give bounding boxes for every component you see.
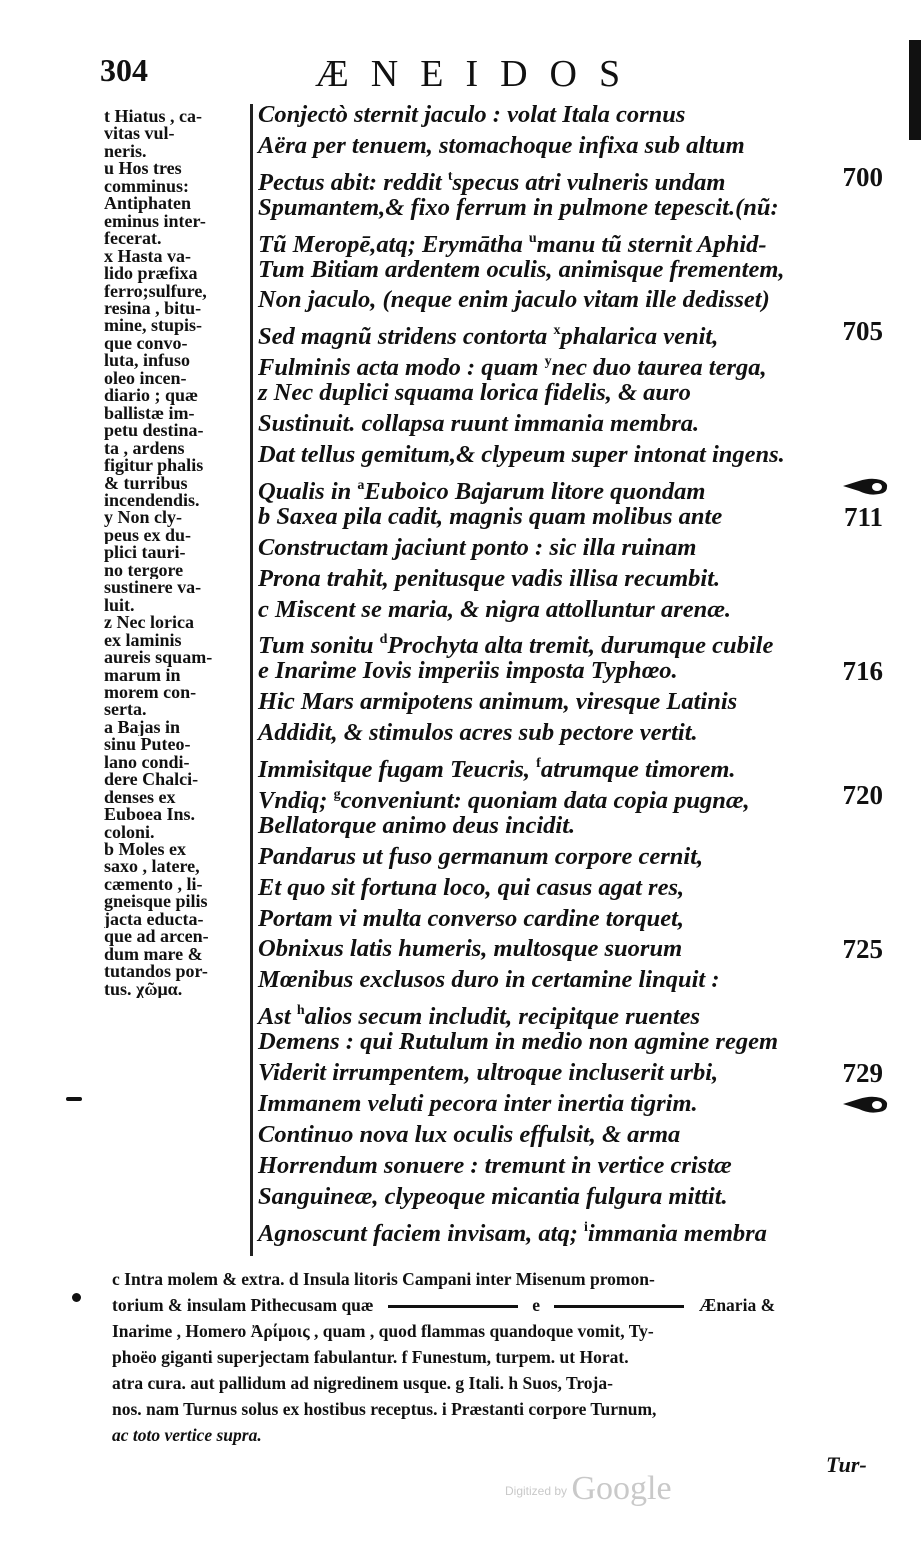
footnote-line: nos. nam Turnus solus ex hostibus receptus. i Præstanti corpore Turnum, [112,1399,657,1419]
verse-text: Et quo sit fortuna loco, qui casus agat res, [258,873,685,901]
gloss-line: lano condi- [104,753,190,772]
line-number: 716 [842,656,883,687]
note-marker: u [528,230,537,246]
gloss-line: vitas vul- [104,125,175,143]
verse-line [258,1089,883,1120]
verse-text: manu tũ sternit Aphid- [536,230,767,258]
verse-text: Dat tellus gemitum,& clypeum super intonat ingens. [258,440,785,468]
verse-text: Constructam jaciunt ponto : sic illa ruinam [258,533,697,561]
running-title: ÆNEIDOS [315,53,643,95]
verse-line [258,378,883,409]
gloss-line: lido præfixa [104,265,198,283]
gloss-line: a Bajas in [104,718,181,737]
gloss-line: sustinere va- [104,579,202,597]
verse-line [258,193,883,224]
gloss-line: aureis squam- [104,649,213,667]
verse-text: atrumque timorem. [540,756,736,784]
verse-text: Immanem veluti pecora inter inertia tigrim. [258,1090,698,1117]
gloss-line: que convo- [104,334,188,353]
verse-text: Bellatorque animo deus incidit. [258,811,576,839]
verse-text: Pandarus ut fuso germanum corpore cernit, [258,842,704,870]
note-marker: a [357,477,365,493]
digitized-watermark [505,1470,672,1508]
gloss-line: tutandos por- [104,963,208,981]
note-marker: i [584,1219,588,1235]
gloss-line: oleo incen- [104,369,187,388]
footnote-letter: e [532,1295,541,1315]
verse-text: e Inarime Iovis imperiis imposta Typhœo. [258,657,678,685]
footnote-line [112,1292,882,1318]
ink-spot [72,1293,81,1302]
verse-line [258,440,883,471]
gloss-line: petu destina- [104,422,204,440]
verse-text: Agnoscunt faciem invisam, atq; [258,1219,585,1247]
gloss-line: u Hos tres [104,160,182,178]
page-number: 304 [100,52,148,88]
gloss-line: mine, stupis- [104,317,203,335]
footnote-text: torium & insulam Pithecusam quæ [112,1295,374,1315]
footnote-line: phoëo giganti superjectam fabulantur. f Funestum, turpem. ut Horat. [112,1347,629,1367]
verse-text: Qualis in [258,477,358,505]
watermark-brand: Google [571,1470,672,1507]
margin-rule [250,104,253,1256]
gloss-line: no tergore [104,561,184,580]
footnotes [112,1266,882,1448]
verse-text: b Saxea pila cadit, magnis quam molibus ante [258,502,723,530]
verse-line [258,502,883,533]
gloss-line: ballistæ im- [104,404,195,423]
gloss-line: gneisque pilis [104,893,208,911]
note-marker: g [333,786,341,802]
verse-line [258,100,883,131]
verse-line [258,533,883,564]
verse-line [258,1213,883,1247]
verse-text: Sanguineæ, clypeoque micantia fulgura mittit. [258,1182,728,1210]
gloss-line: dum mare & [104,945,203,964]
gloss-line: eminus inter- [104,212,206,231]
gloss-line: b Moles ex [104,841,186,859]
verse-line [258,873,883,904]
verse-line [258,965,883,996]
verse-line [258,1182,883,1213]
verse-text: nec duo taurea terga, [551,354,767,382]
verse-line [258,595,883,626]
gloss-line: fecerat. [104,230,162,248]
line-number: 705 [842,316,883,347]
gloss-line: comminus: [104,177,189,196]
verse-line [258,285,883,316]
verse-text: Spumantem,& fixo ferrum in pulmone tepescit.(nũ: [258,193,779,221]
verse-line [258,811,883,842]
gloss-line: plici tauri- [104,544,186,562]
verse-text: phalarica venit, [560,323,719,351]
verse-text: Demens : qui Rutulum in medio non agmine regem [258,1028,779,1056]
gloss-line: ferro;sulfure, [104,282,207,300]
verse-text: Tũ Meropē,atq; Erymātha [258,230,529,258]
verse-text: Viderit irrumpentem, ultroque incluserit urbi, [258,1059,719,1087]
verse-text: Non jaculo, (neque enim jaculo vitam ille dedisset) [258,286,770,314]
verse-line [258,564,883,595]
note-marker: t [447,168,453,184]
verse-line [258,779,883,814]
verse-line [258,1027,883,1058]
gloss-line: morem con- [104,683,197,702]
verse-line [258,161,883,196]
gloss-line: saxo , latere, [104,858,200,876]
note-marker: x [553,323,561,339]
gloss-line: que ad arcen- [104,928,209,946]
dash-rule [388,1305,518,1308]
verse-text: Fulminis acta modo : quam [258,354,545,382]
note-marker: y [544,354,552,370]
verse-line [258,934,883,965]
note-marker: d [379,632,388,648]
verse-text: Hic Mars armipotens animum, viresque Latinis [258,688,738,716]
gloss-line: luit. [104,596,135,615]
verse-text: Euboico Bajarum litore quondam [364,477,706,505]
verse-text: Pectus abit: reddit [258,168,448,196]
verse-line [258,656,883,687]
verse-line [258,316,883,351]
gloss-line: serta. [104,701,147,719]
verse-text: Ast [258,1003,297,1031]
verse-line [258,687,883,718]
verse-line [258,842,883,873]
verse-text: Immisitque fugam Teucris, [258,756,537,784]
gloss-line: incendendis. [104,491,200,510]
verse-line [258,996,883,1031]
line-number: 700 [842,161,883,192]
footnote-line: atra cura. aut pallidum ad nigredinem usque. g Itali. h Suos, Troja- [112,1373,613,1393]
gloss-line: x Hasta va- [104,247,191,266]
verse-line [258,224,883,258]
verse-text: Tum Bitiam ardentem oculis, animisque frementem, [258,255,785,283]
verse-line [258,131,883,162]
verse-text: Obnixus latis humeris, multosque suorum [258,935,683,963]
marginal-gloss-column [104,108,248,998]
gloss-line: luta, infuso [104,352,191,370]
verse-text: Vndiq; [258,786,334,814]
gloss-line: ta , ardens [104,439,185,458]
line-number: 711 [843,501,883,532]
verse-text: conveniunt: quoniam data copia pugnæ, [340,786,750,814]
verse-text: Sed magnũ stridens contorta [258,323,554,351]
verse-text: immania membra [587,1219,767,1247]
gloss-line: ex laminis [104,631,182,650]
gloss-line: & turribus [104,474,188,492]
verse-text: Mœnibus exclusos duro in certamine linquit : [258,966,720,994]
verse-text: z Nec duplici squama lorica fidelis, & auro [258,379,691,407]
manicule-icon [841,475,889,497]
gloss-line: coloni. [104,823,155,842]
verse-line [258,1151,883,1182]
verse-line [258,409,883,440]
verse-line [258,1120,883,1151]
verse-line [258,471,883,505]
note-marker: f [536,756,541,772]
verse-line [258,255,883,286]
verse-text: Continuo nova lux oculis effulsit, & arma [258,1120,681,1148]
gloss-line: resina , bitu- [104,299,202,318]
gloss-line: Euboea Ins. [104,806,196,824]
gloss-line: denses ex [104,788,176,807]
gloss-line: Antiphaten [104,195,192,213]
dash-rule [554,1305,684,1308]
note-marker: h [296,1003,305,1019]
line-number: 729 [842,1058,883,1089]
verse-text: Sustinuit. collapsa ruunt immania membra. [258,410,700,438]
gloss-line: tus. χῶμα. [104,980,183,999]
gloss-line: diario ; quæ [104,387,199,405]
verse-line [258,904,883,935]
gloss-line: peus ex du- [104,526,192,545]
footnote-text: Ænaria & [698,1295,776,1315]
verse-text: Conjectò sternit jaculo : volat Itala cornus [258,101,686,128]
verse-text: Tum sonitu [258,632,380,660]
gloss-line: t Hiatus , ca- [104,108,202,126]
ink-spot [66,1097,82,1101]
verse-text: Prochyta alta tremit, durumque cubile [387,632,774,660]
gloss-line: cæmento , li- [104,875,203,894]
gloss-line: marum in [104,666,181,684]
gloss-line: y Non cly- [104,509,182,527]
verse-text: Portam vi multa converso cardine torquet, [258,904,685,932]
verse-text: Prona trahit, penitusque vadis illisa recumbit. [258,564,721,592]
gloss-line: z Nec lorica [104,614,194,632]
verse-line [258,718,883,749]
gloss-line: figitur phalis [104,457,204,475]
page-header [0,52,921,102]
verse-line [258,1058,883,1089]
verse-text: specus atri vulneris undam [452,168,726,196]
verse-text: Addidit, & stimulos acres sub pectore vertit. [258,719,698,747]
verse-text: Aëra per tenuem, stomachoque infixa sub altum [258,131,745,159]
gloss-line: dere Chalci- [104,771,199,789]
footnote-line: Inarime , Homero Ἀρίμοις , quam , quod flammas quandoque vomit, Ty- [112,1321,654,1341]
manicule-icon [841,1093,889,1115]
verse-text: c Miscent se maria, & nigra attolluntur arenæ. [258,595,732,623]
gloss-line: neris. [104,142,147,161]
line-number: 725 [842,934,883,965]
verse-line [258,625,883,660]
verse-column [258,100,883,1247]
catchword: Tur- [826,1452,867,1477]
watermark-prefix: Digitized by [505,1484,568,1498]
footnote-line: ac toto vertice supra. [112,1425,262,1445]
line-number: 720 [842,779,883,810]
verse-line [258,347,883,382]
gloss-line: sinu Puteo- [104,736,191,754]
verse-line [258,749,883,784]
verse-text: Horrendum sonuere : tremunt in vertice cristæ [258,1151,732,1179]
gloss-line: jacta educta- [104,910,204,929]
verse-text: alios secum includit, recipitque ruentes [304,1003,701,1031]
footnote-line: c Intra molem & extra. d Insula litoris Campani inter Misenum promon- [112,1269,655,1289]
